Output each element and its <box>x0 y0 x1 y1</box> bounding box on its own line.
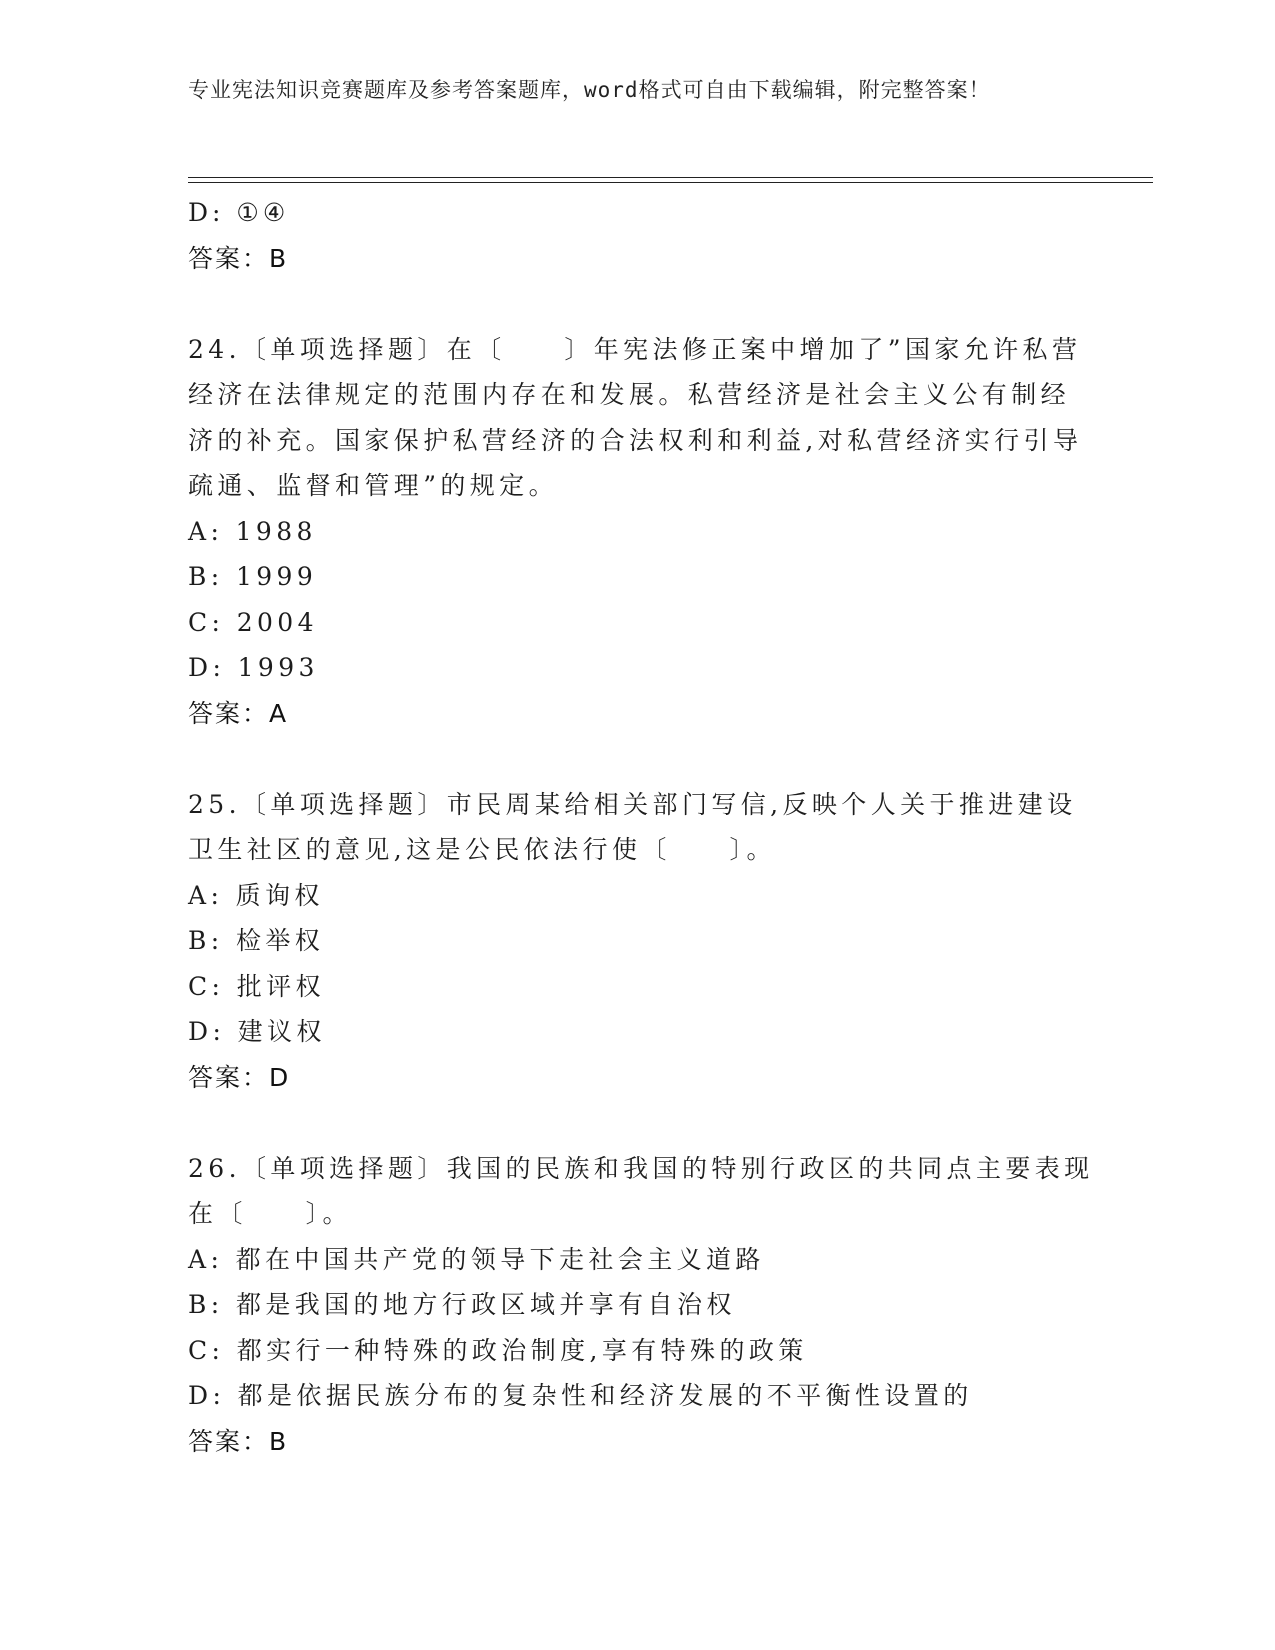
question-text-line: 济的补充。国家保护私营经济的合法权利和利益,对私营经济实行引导 <box>188 425 1083 455</box>
spacer <box>188 281 1088 327</box>
answer: 答案：A <box>188 698 289 728</box>
question-text-line: 在〔 〕。 <box>188 1199 352 1228</box>
option-b: B: 都是我国的地方行政区域并享有自治权 <box>188 1290 736 1319</box>
option-a: A: 都在中国共产党的领导下走社会主义道路 <box>188 1244 765 1274</box>
question-text-line: 经济在法律规定的范围内存在和发展。私营经济是社会主义公有制经 <box>188 380 1071 409</box>
spacer <box>188 736 1088 782</box>
question-text-line: 24.〔单项选择题〕在〔 〕年宪法修正案中增加了”国家允许私营 <box>188 334 1082 364</box>
question-text-line: 疏通、监督和管理”的规定。 <box>188 471 558 500</box>
prev-option-d: D: ①④ <box>188 198 290 227</box>
option-b: B: 检举权 <box>188 926 325 955</box>
question-25 <box>188 782 1088 1101</box>
question-text-line: 26.〔单项选择题〕我国的民族和我国的特别行政区的共同点主要表现 <box>188 1153 1094 1183</box>
option-c: C: 批评权 <box>188 971 325 1001</box>
page-header: 专业宪法知识竞赛题库及参考答案题库，word格式可自由下载编辑，附完整答案！ <box>188 78 991 102</box>
header-rule-top <box>188 177 1153 178</box>
option-a: A: 质询权 <box>188 880 324 910</box>
option-c: C: 都实行一种特殊的政治制度,享有特殊的政策 <box>188 1335 808 1365</box>
option-c: C: 2004 <box>188 607 318 637</box>
option-b: B: 1999 <box>188 562 318 591</box>
option-d: D: 都是依据民族分布的复杂性和经济发展的不平衡性设置的 <box>188 1381 973 1410</box>
prev-answer: 答案：B <box>188 243 289 273</box>
question-text-line: 25.〔单项选择题〕市民周某给相关部门写信,反映个人关于推进建设 <box>188 789 1077 819</box>
header-rule-bottom <box>188 182 1153 183</box>
answer: 答案：B <box>188 1426 289 1456</box>
option-d: D: 建议权 <box>188 1017 326 1046</box>
question-24 <box>188 327 1088 737</box>
option-d: D: 1993 <box>188 653 319 682</box>
option-a: A: 1988 <box>188 516 317 546</box>
spacer <box>188 1100 1088 1146</box>
question-text-line: 卫生社区的意见,这是公民依法行使〔 〕。 <box>188 835 776 864</box>
answer: 答案：D <box>188 1062 291 1092</box>
question-26 <box>188 1146 1094 1465</box>
document-body <box>188 190 1094 1464</box>
